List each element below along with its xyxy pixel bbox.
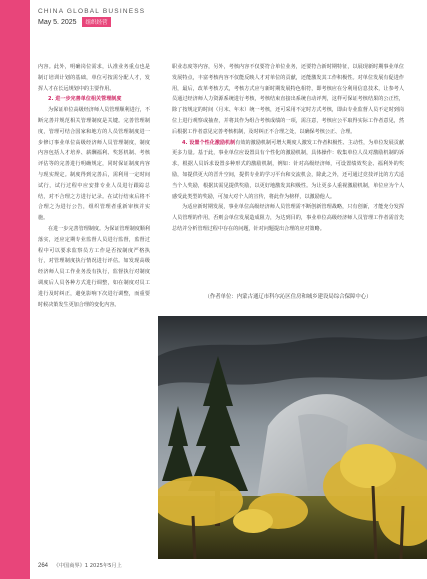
paragraph: 内容。此外，明确岗位需求，认准业务重点也是制订培训计划的基础，单位可按需分配人才，发挥人才在长远规划中的主要作用。 bbox=[38, 64, 150, 92]
left-text-column bbox=[38, 62, 150, 554]
section-heading: 2. 进一步完善单位相关管理制度 bbox=[48, 96, 122, 103]
landscape-photo bbox=[158, 316, 427, 559]
paragraph: 职业态度等内容，另外，考核内容不仅要符合单位业务，还要符合新时期特征，以展现新时期事业单位发展特点，丰富考核内容不仅能反映人才对单位的贡献，还能激发其工作积极性。对单位发展有促进作用，最后，改革考核方式，考核方式应与新时期发展特色相符，即考核应在分利用信息技术，让参考人员通过经济师人力资源系统进行考核，考核结束直接出系统自动评判，这样可保证考核结果的公正性，除了按规定的时间（月末、年末）统一考核，还可采用不定时方式考核，即由专业监督人员不定时到岗位上进行观察或抽查，并将其作为组合考核成绩的一项，需注意，考核应公平取得实际工作者意见，然后根据工作者意见完善考核机制，及时纠正不合理之处，以确保考核公正、合理。 bbox=[172, 64, 404, 135]
section-badge: 组织经营 bbox=[82, 17, 110, 27]
paragraph-text: 有效的激励机制可增大期度人激发工作者积极性、主动性，为单位发展贡献更多力量。基于此，事业单位应设置具有个性化的激励机制，具体操作：收集单位人员对激励机制的诉求，根据人员诉求设置多种形式的激励机制，例如：针对高级经济师，可设置绩效奖金、福利外的奖励，如提供更大的晋升空间，提供专业的学习平台和交流机会，除此之外，还可通过竞技评比的方式适当个人奖励，根据其需见提供奖励，以更好地激发其积极性。为让更多人重视激励机制，单位应为个人感受此类型的奖励，可加大对个人的宣传，将此作为榜样，以激励他人。 bbox=[172, 139, 404, 200]
author-affiliation: （作者单位：内蒙古通辽市科尔沁区住房和城乡建设局综合保障中心） bbox=[204, 294, 372, 300]
journal-name: 《中国商界》1 2025年5月上 bbox=[53, 563, 122, 569]
photo-illustration bbox=[158, 316, 427, 559]
magazine-name: CHINA GLOBAL BUSINESS bbox=[38, 8, 146, 15]
paragraph: 为保证单位高级经济师人员管理顺利进行，不断完善并规范相关管理制度是关键。完善管理制度，管理可结合国家和地方的人员管理制度进一步修订事业单位高级经济师人员管理制度，制度内容包括人才培养、薪酬福利、奖惩机制、考核评估等的完善进行明确规定，同时保证制度内容与现实规定。制度得到完善后，需利用一定时间试行，试行过程中应安排专业人员进行跟踪总结，对不合理之方进行记录。在试行结束后将不合理之为进行公告，组织管理者重新审核并实施。 bbox=[38, 107, 150, 222]
issue-date bbox=[38, 17, 238, 27]
date-text: May 5. 2025 bbox=[38, 18, 77, 26]
section-heading: 4. 设置个性化激励机制 bbox=[182, 139, 236, 146]
paragraph bbox=[172, 138, 404, 203]
page-number: 264 bbox=[38, 563, 49, 569]
page-header bbox=[38, 8, 238, 48]
paragraph: 为适应新时期发展，事业单位高级经济师人员管理需不断创新管理战略，只有创新，才能充分发挥人员管理的作用，否则会单位发展造成阻力，为达到目的，事业单位高级经济师人员管理工作者需首先总结并分析管理过程中存在的问题，针对问题提出合理的应对策略。 bbox=[172, 204, 404, 232]
page-footer bbox=[38, 562, 122, 569]
right-text-column bbox=[172, 62, 404, 317]
sidebar-accent bbox=[0, 0, 30, 579]
paragraph: 在进一步完善管理制度。为保证管理制度顺利落实，还应定期专业监督人员进行监督，监督过程中可以要求监察员方工作是否按制度严格执行，对管理制度执行情况进行评估。如发现高级经济师人员工作业务没有执行，监督执行对制度调度后人员各种方式进行调整，如在制度对员工进行及时纠正，避免影响下次进行调整，而重要时候决策发生更加合理的变化内容。 bbox=[38, 225, 150, 308]
